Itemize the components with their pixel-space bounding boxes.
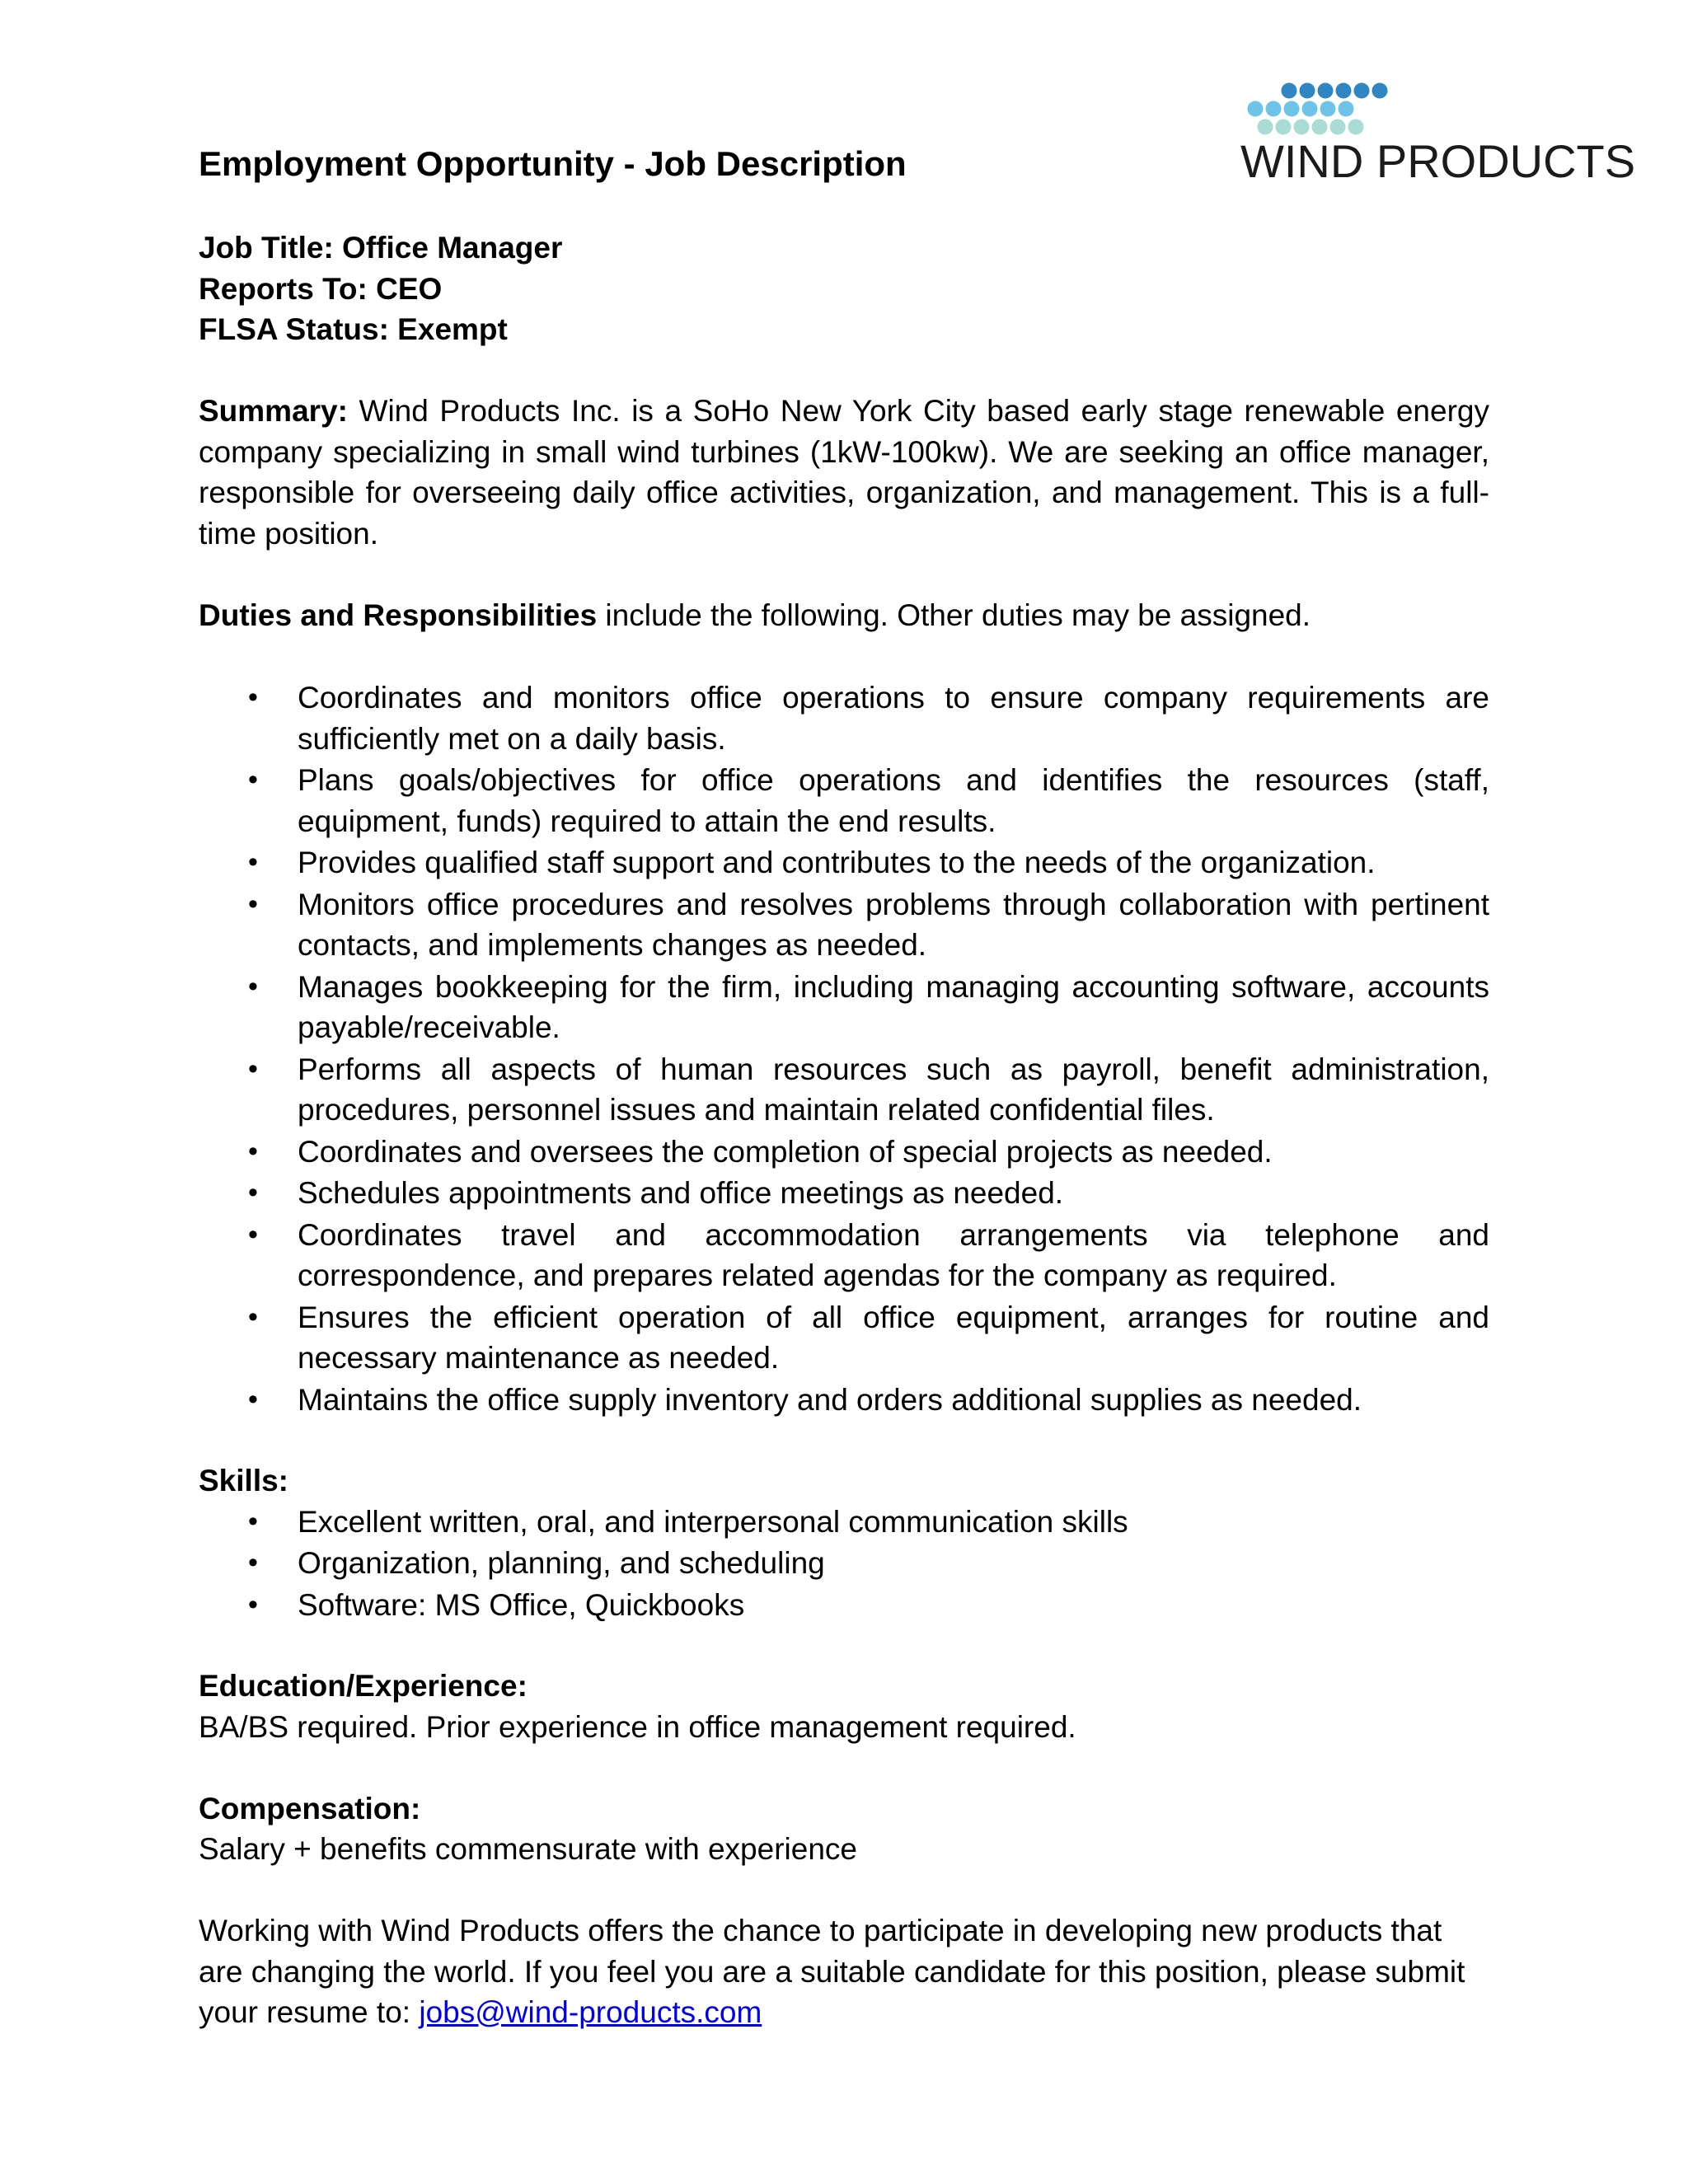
bullet-icon: • [248, 1588, 258, 1620]
reports-to: Reports To: CEO [199, 271, 443, 306]
list-item: • Schedules appointments and office meetings as needed. [199, 1173, 1489, 1214]
job-title: Job Title: Office Manager [199, 231, 563, 265]
list-item: • Excellent written, oral, and interpersonal communication skills [199, 1502, 1489, 1543]
bullet-icon: • [248, 888, 258, 920]
logo-dot [1318, 83, 1334, 99]
email-link[interactable]: jobs@wind-products.com [419, 1995, 762, 2029]
education-heading: Education/Experience: [199, 1669, 528, 1703]
closing-text: Working with Wind Products offers the chance to participate in developing new products that are changing the world. If you feel you are a suitable candidate for this position, please submit your resume to: [199, 1914, 1465, 2029]
logo-dot [1354, 83, 1370, 99]
logo-dot [1330, 120, 1346, 135]
document-title: Employment Opportunity - Job Description [199, 144, 907, 183]
logo-dot [1339, 101, 1354, 117]
logo-dot [1302, 101, 1318, 117]
closing-paragraph [199, 1910, 1489, 2033]
bullet-icon: • [248, 970, 258, 1002]
bullet-icon: • [248, 1301, 258, 1333]
logo-dot [1294, 120, 1310, 135]
list-item: • Coordinates and monitors office operations to ensure company requirements are sufficiently met on a daily basis. [199, 677, 1489, 759]
compensation-heading: Compensation: [199, 1791, 421, 1825]
list-item: • Provides qualified staff support and contributes to the needs of the organization. [199, 842, 1489, 883]
logo-dot [1336, 83, 1352, 99]
list-item: • Software: MS Office, Quickbooks [199, 1585, 1489, 1626]
flsa-status: FLSA Status: Exempt [199, 312, 508, 346]
bullet-icon: • [248, 1052, 258, 1085]
summary-paragraph [199, 391, 1489, 554]
list-item: • Performs all aspects of human resources such as payroll, benefit administration, procedures, personnel issues and maintain related confidential files. [199, 1049, 1489, 1131]
bullet-icon: • [248, 1547, 258, 1578]
duties-label: Duties and Responsibilities [199, 598, 598, 632]
bullet-icon: • [248, 682, 258, 713]
logo-text: WIND PRODUCTS [1240, 135, 1636, 187]
bullet-icon: • [248, 846, 258, 878]
logo-dot [1258, 120, 1273, 135]
logo-dot [1284, 101, 1300, 117]
list-item: • Coordinates travel and accommodation arrangements via telephone and correspondence, and prepares related agendas for the company as required. [199, 1215, 1489, 1296]
logo-dot [1276, 120, 1292, 135]
logo-dot [1320, 101, 1336, 117]
skills-heading: Skills: [199, 1464, 288, 1497]
list-item: • Ensures the efficient operation of all office equipment, arranges for routine and necessary maintenance as needed. [199, 1297, 1489, 1379]
bullet-icon: • [248, 1135, 258, 1167]
duties-intro-text: include the following. Other duties may be assigned. [597, 598, 1311, 632]
logo-dot [1248, 101, 1264, 117]
duties-intro [199, 595, 1489, 636]
company-logo [1240, 79, 1636, 187]
list-item: • Monitors office procedures and resolves problems through collaboration with pertinent contacts, and implements changes as needed. [199, 884, 1489, 966]
list-item: • Maintains the office supply inventory and orders additional supplies as needed. [199, 1380, 1489, 1421]
logo-dot [1348, 120, 1364, 135]
compensation-text: Salary + benefits commensurate with experience [199, 1832, 857, 1866]
education-text: BA/BS required. Prior experience in office management required. [199, 1709, 1076, 1744]
logo-dot [1312, 120, 1328, 135]
logo-dot [1300, 83, 1315, 99]
bullet-icon: • [248, 1505, 258, 1537]
bullet-icon: • [248, 1177, 258, 1208]
bullet-icon: • [248, 1383, 258, 1415]
logo-dot [1266, 101, 1282, 117]
bullet-icon: • [248, 1218, 258, 1250]
logo-dot [1372, 83, 1388, 99]
duties-list [199, 677, 1489, 1420]
list-item: • Plans goals/objectives for office operations and identifies the resources (staff, equipment, funds) required to attain the end results. [199, 760, 1489, 841]
list-item: • Coordinates and oversees the completion of special projects as needed. [199, 1132, 1489, 1173]
skills-list [199, 1502, 1489, 1626]
document-body [199, 227, 1489, 2033]
list-item: • Organization, planning, and scheduling [199, 1543, 1489, 1584]
summary-label: Summary: [199, 394, 348, 428]
logo-dot [1282, 83, 1297, 99]
bullet-icon: • [248, 764, 258, 795]
list-item: • Manages bookkeeping for the firm, including managing accounting software, accounts payable/receivable. [199, 967, 1489, 1048]
logo-dots-icon [1240, 79, 1620, 137]
summary-text: Wind Products Inc. is a SoHo New York City based early stage renewable energy company specializing in small wind turbines (1kW-100kw). We are seeking an office manager, responsible for overseeing daily office activities, organization, and management. This is a full-time position. [199, 394, 1489, 551]
